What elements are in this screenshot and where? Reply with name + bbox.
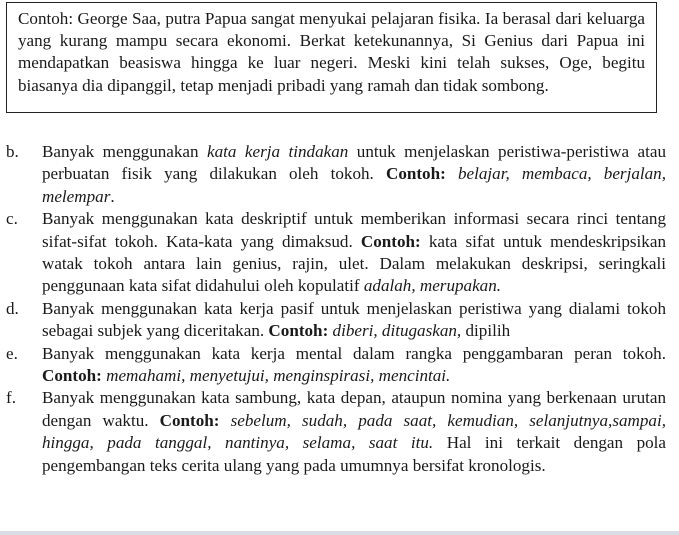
item-text-segment: Hal ini terkait dengan pola pengembangan teks cerita ulang yang pada umumnya bersifat kronologis. [42,433,666,475]
item-examples: diberi, ditugaskan, [328,321,462,341]
characteristics-list [6,141,666,477]
item-text-segment: Banyak menggunakan kata kerja pasif untuk menjelaskan peristiwa yang dialami tokoh sebagai subjek yang diceritakan. [42,298,666,341]
list-item-text [42,208,666,298]
example-box [6,2,657,113]
item-examples: memahami, menyetujui, menginspirasi, mencintai. [101,366,451,386]
item-italic-term: kata kerja tindakan [207,142,349,161]
item-examples: sebelum, sudah, pada saat, kemudian, selanjutnya,sampai, hingga, pada tanggal, nantinya, selama, saat itu. [42,410,666,453]
bottom-edge-bar [0,531,679,535]
list-item-text [42,343,666,388]
list-item-c [6,208,666,298]
example-label: Contoh: [159,410,220,430]
list-marker: f. [6,388,16,408]
list-marker: e. [6,343,18,363]
example-label: Contoh: [385,164,446,184]
item-text-segment: Banyak menggunakan kata kerja mental dalam rangka penggambaran peran tokoh. [42,343,666,363]
list-item-text [42,298,666,343]
list-marker: b. [6,142,19,161]
list-marker: d. [6,298,19,318]
item-text-segment: kata sifat untuk mendeskripsikan watak tokoh antara lain genius, rajin, ulet. Dalam melakukan deskripsi, seringkali penggunaan kata sifat didahului oleh kopulatif [42,231,666,296]
item-text-segment: . [110,186,115,206]
list-item-text [42,141,666,208]
example-text: Contoh: George Saa, putra Papua sangat menyukai pelajaran fisika. Ia berasal dari keluarga yang kurang mampu secara ekonomi. Berkat ketekunannya, Si Genius dari Papua ini mendapatkan beasiswa hingga ke luar negeri. Meski kini telah sukses, Oge, begitu biasanya dia dipanggil, tetap menjadi pribadi yang ramah dan tidak sombong. [18,9,645,95]
list-item-e [6,343,666,388]
example-label: Contoh: [360,231,421,251]
item-text-segment: dipilih [461,321,511,341]
list-item-f [6,387,666,477]
example-label: Contoh: [42,366,102,386]
list-item-b [6,141,666,208]
list-item-text [42,387,666,477]
item-examples: adalah, merupakan. [363,276,502,296]
item-text-segment: untuk menjelaskan peristiwa-peristiwa atau perbuatan fisik yang dilakukan oleh tokoh. [42,142,666,184]
item-text-segment: Banyak menggunakan kata deskriptif untuk memberikan informasi secara rinci tentang sifat-sifat tokoh. Kata-kata yang dimaksud. [42,209,666,251]
list-item-d [6,298,666,343]
item-text-segment: Banyak menggunakan kata sambung, kata depan, ataupun nomina yang berkenaan urutan dengan waktu. [42,388,666,430]
example-label: Contoh: [268,321,329,341]
item-text-segment: Banyak menggunakan [42,142,208,161]
list-marker: c. [6,209,18,229]
item-examples: belajar, membaca, berjalan, melempar [42,164,666,206]
